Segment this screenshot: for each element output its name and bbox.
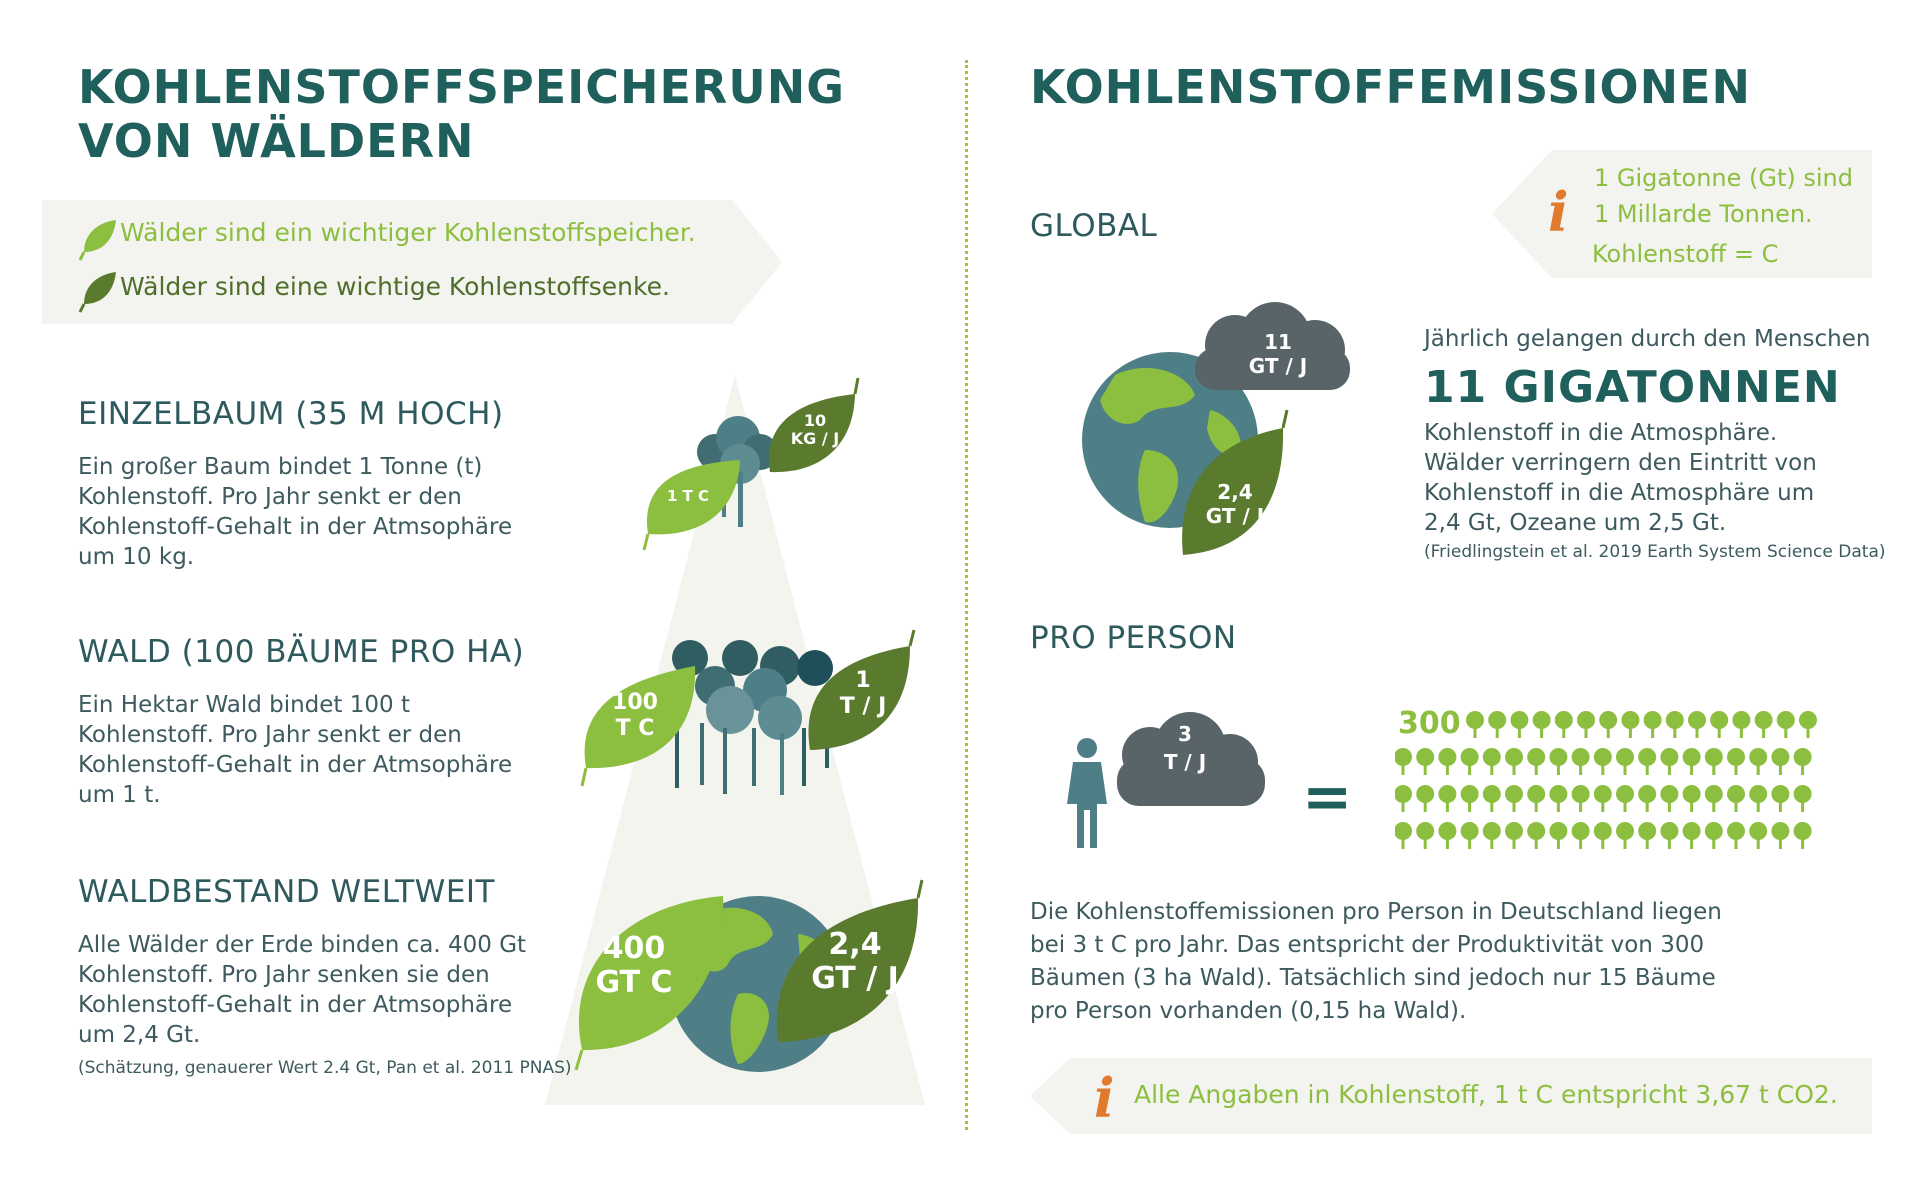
mini-tree-icon <box>1416 822 1434 849</box>
mini-tree-icon <box>1644 711 1662 738</box>
mini-tree-icon <box>1638 748 1656 775</box>
mini-tree-icon <box>1688 711 1706 738</box>
tree-grid <box>1395 705 1845 855</box>
mini-tree-icon <box>1416 748 1434 775</box>
mini-tree-icon <box>1572 748 1590 775</box>
einzelbaum-text: Ein großer Baum bindet 1 Tonne (t) Kohlenstoff. Pro Jahr senkt er den Kohlenstoff-Gehalt in der Atmsophäre um 10 kg. <box>78 454 513 570</box>
footer-text: Alle Angaben in Kohlenstoff, 1 t C entspricht 3,67 t CO2. <box>1134 1080 1838 1109</box>
mini-tree-icon <box>1549 748 1567 775</box>
leaf-store-label: 100 T C <box>612 690 658 741</box>
info-box-text: 1 Gigatonne (Gt) sind 1 Millarde Tonnen. <box>1594 164 1853 228</box>
mini-tree-icon <box>1395 785 1412 812</box>
mini-tree-icon <box>1755 711 1773 738</box>
trees-count: 300 <box>1398 706 1461 741</box>
cloud-label: 3 T / J <box>1163 722 1207 774</box>
mini-tree-icon <box>1461 822 1479 849</box>
weltweit-note: (Schätzung, genauerer Wert 2.4 Gt, Pan et al. 2011 PNAS) <box>78 1058 572 1078</box>
mini-tree-icon <box>1727 822 1745 849</box>
mini-tree-icon <box>1705 748 1723 775</box>
info-icon: i <box>1094 1066 1115 1130</box>
global-text: Kohlenstoff in die Atmosphäre. Wälder verringern den Eintritt von Kohlenstoff in die Atmosphäre um 2,4 Gt, Ozeane um 2,5 Gt. <box>1424 420 1817 536</box>
mini-tree-icon <box>1638 785 1656 812</box>
mini-tree-icon <box>1727 785 1745 812</box>
mini-tree-icon <box>1438 822 1456 849</box>
mini-tree-icon <box>1395 822 1412 849</box>
pro-person-text: Die Kohlenstoffemissionen pro Person in Deutschland liegen bei 3 t C pro Jahr. Das entspricht der Produktivität von 300 Bäumen (3 ha Wald). Tatsächlich sind jedoch nur 15 Bäume pro Person vorhanden (0,15 ha Wald). <box>1030 899 1722 1024</box>
global-heading: GLOBAL <box>1030 208 1158 244</box>
mini-tree-icon <box>1599 711 1617 738</box>
leaf-store-label: 1 T C <box>666 487 710 505</box>
mini-tree-icon <box>1683 748 1701 775</box>
leaf-store-label: 400 GT C <box>595 931 673 1000</box>
mini-tree-icon <box>1533 711 1551 738</box>
banner-line-storage: Wälder sind ein wichtiger Kohlenstoffspeicher. <box>120 218 696 247</box>
center-divider <box>965 60 968 1130</box>
mini-tree-icon <box>1660 748 1678 775</box>
pro-person-heading: PRO PERSON <box>1030 620 1237 656</box>
mini-tree-icon <box>1572 785 1590 812</box>
wald-text: Ein Hektar Wald bindet 100 t Kohlenstoff. Pro Jahr senkt er den Kohlenstoff-Gehalt in der Atmsophäre um 1 t. <box>78 692 513 808</box>
right-title: KOHLENSTOFFEMISSIONEN <box>1030 60 1752 114</box>
mini-tree-icon <box>1395 748 1412 775</box>
cloud-label: 11 GT / J <box>1248 330 1308 378</box>
mini-tree-icon <box>1438 785 1456 812</box>
info-icon: i <box>1548 180 1569 244</box>
mini-tree-icon <box>1732 711 1750 738</box>
mini-tree-icon <box>1466 711 1484 738</box>
mini-tree-icon <box>1594 785 1612 812</box>
leaf-sink-label: 10 KG / J <box>790 411 840 448</box>
mini-tree-icon <box>1594 822 1612 849</box>
einzelbaum-heading: EINZELBAUM (35 M HOCH) <box>78 396 504 432</box>
wald-heading: WALD (100 BÄUME PRO HA) <box>78 634 525 670</box>
mini-tree-icon <box>1505 785 1523 812</box>
person-icon <box>1067 738 1107 848</box>
mini-tree-icon <box>1666 711 1684 738</box>
mini-tree-icon <box>1461 785 1479 812</box>
global-intro: Jährlich gelangen durch den Menschen <box>1424 326 1871 352</box>
mini-tree-icon <box>1638 822 1656 849</box>
leaf-sink-label: 1 T / J <box>839 668 887 719</box>
mini-tree-icon <box>1416 785 1434 812</box>
info-box-carbon: Kohlenstoff = C <box>1592 240 1779 268</box>
mini-tree-icon <box>1749 822 1767 849</box>
left-title: KOHLENSTOFFSPEICHERUNG VON WÄLDERN <box>78 60 845 168</box>
banner-line-sink: Wälder sind eine wichtige Kohlenstoffsenke. <box>120 272 670 301</box>
mini-tree-icon <box>1771 748 1789 775</box>
mini-tree-icon <box>1616 748 1634 775</box>
mini-tree-icon <box>1794 785 1812 812</box>
global-source: (Friedlingstein et al. 2019 Earth System Science Data) <box>1424 542 1886 562</box>
mini-tree-icon <box>1572 822 1590 849</box>
mini-tree-icon <box>1616 822 1634 849</box>
equals-sign: = <box>1302 762 1353 832</box>
mini-tree-icon <box>1683 822 1701 849</box>
mini-tree-icon <box>1683 785 1701 812</box>
weltweit-text: Alle Wälder der Erde binden ca. 400 Gt Kohlenstoff. Pro Jahr senken sie den Kohlenstoff-Gehalt in der Atmsophäre um 2,4 Gt. <box>78 932 527 1048</box>
weltweit-heading: WALDBESTAND WELTWEIT <box>78 874 495 910</box>
forest-trees-icon <box>672 640 833 795</box>
mini-tree-icon <box>1799 711 1817 738</box>
mini-tree-icon <box>1549 822 1567 849</box>
mini-tree-icon <box>1527 785 1545 812</box>
mini-tree-icon <box>1594 748 1612 775</box>
mini-tree-icon <box>1549 785 1567 812</box>
mini-tree-icon <box>1483 785 1501 812</box>
mini-tree-icon <box>1660 785 1678 812</box>
mini-tree-icon <box>1710 711 1728 738</box>
mini-tree-icon <box>1488 711 1506 738</box>
mini-tree-icon <box>1461 748 1479 775</box>
single-tree-illustration <box>640 372 870 552</box>
mini-tree-icon <box>1749 785 1767 812</box>
mini-tree-icon <box>1749 748 1767 775</box>
mini-tree-icon <box>1621 711 1639 738</box>
mini-tree-icon <box>1660 822 1678 849</box>
mini-tree-icon <box>1527 822 1545 849</box>
mini-tree-icon <box>1505 748 1523 775</box>
mini-tree-icon <box>1510 711 1528 738</box>
mini-tree-icon <box>1705 785 1723 812</box>
leaf-sink-label: 2,4 GT / J <box>811 927 899 996</box>
mini-tree-icon <box>1794 748 1812 775</box>
mini-tree-icon <box>1483 748 1501 775</box>
mini-tree-icon <box>1727 748 1745 775</box>
mini-tree-icon <box>1483 822 1501 849</box>
mini-tree-icon <box>1705 822 1723 849</box>
mini-tree-icon <box>1438 748 1456 775</box>
leaf-sink-label: 2,4 GT / J <box>1205 480 1265 528</box>
mini-tree-icon <box>1577 711 1595 738</box>
mini-tree-icon <box>1616 785 1634 812</box>
mini-tree-icon <box>1555 711 1573 738</box>
mini-tree-icon <box>1505 822 1523 849</box>
mini-tree-icon <box>1771 785 1789 812</box>
mini-tree-icon <box>1794 822 1812 849</box>
global-big-number: 11 GIGATONNEN <box>1424 362 1841 413</box>
mini-tree-icon <box>1777 711 1795 738</box>
mini-tree-icon <box>1771 822 1789 849</box>
mini-tree-icon <box>1527 748 1545 775</box>
